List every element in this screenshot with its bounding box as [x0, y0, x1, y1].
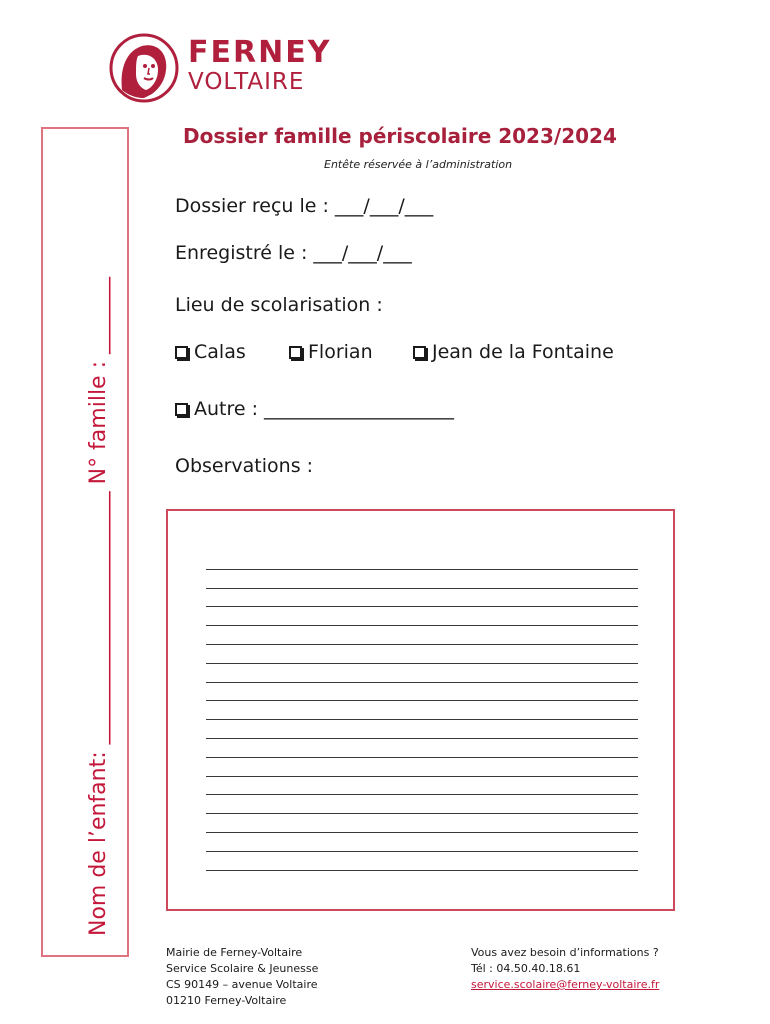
observations-label: Observations :: [175, 455, 314, 477]
footer-address-line: 01210 Ferney-Voltaire: [166, 994, 287, 1007]
child-name-family-number-field[interactable]: Nom de l’enfant: _______________________ N° famille : _______: [86, 277, 111, 936]
footer-phone: Tél : 04.50.40.18.61: [471, 962, 581, 975]
observation-line[interactable]: [206, 570, 638, 589]
registered-date-field[interactable]: Enregistré le : ___/___/___: [175, 242, 412, 264]
checkbox-icon[interactable]: [175, 346, 188, 359]
footer-question: Vous avez besoin d’informations ?: [471, 946, 659, 959]
checkbox-icon[interactable]: [289, 346, 302, 359]
checkbox-icon[interactable]: [413, 346, 426, 359]
observation-line[interactable]: [206, 758, 638, 777]
observation-line[interactable]: [206, 833, 638, 852]
received-date-field[interactable]: Dossier reçu le : ___/___/___: [175, 195, 434, 217]
observations-box[interactable]: [166, 509, 675, 911]
footer-address-line: Mairie de Ferney-Voltaire: [166, 946, 303, 959]
option-label: Jean de la Fontaine: [432, 341, 614, 363]
ferney-voltaire-logo: [108, 32, 348, 104]
observation-line[interactable]: [206, 551, 638, 570]
observation-lines[interactable]: [206, 551, 638, 871]
observation-line[interactable]: [206, 795, 638, 814]
observation-line[interactable]: [206, 664, 638, 683]
footer-address-line: CS 90149 – avenue Voltaire: [166, 978, 318, 991]
other-field[interactable]: Autre : ____________________: [194, 398, 455, 420]
option-label: Florian: [308, 341, 373, 363]
page-title: Dossier famille périscolaire 2023/2024: [183, 124, 617, 148]
observation-line[interactable]: [206, 683, 638, 702]
observation-line[interactable]: [206, 852, 638, 871]
observation-line[interactable]: [206, 739, 638, 758]
observation-line[interactable]: [206, 607, 638, 626]
option-other[interactable]: [175, 398, 454, 420]
footer-email-link[interactable]: service.scolaire@ferney-voltaire.fr: [471, 978, 660, 991]
child-info-side-box: [41, 127, 129, 957]
option-florian[interactable]: [289, 341, 373, 363]
checkbox-icon[interactable]: [175, 403, 188, 416]
option-jean-de-la-fontaine[interactable]: [413, 341, 614, 363]
observation-line[interactable]: [206, 589, 638, 608]
voltaire-portrait-icon: [108, 32, 180, 104]
observation-line[interactable]: [206, 645, 638, 664]
footer-address: [166, 945, 318, 1009]
logo-wordmark: [188, 35, 332, 96]
option-calas[interactable]: [175, 341, 246, 363]
option-label: Calas: [194, 341, 246, 363]
footer-contact: [471, 945, 659, 993]
observation-line[interactable]: [206, 701, 638, 720]
logo-line-ferney: FERNEY: [188, 35, 332, 70]
logo-line-voltaire: VOLTAIRE: [188, 69, 305, 95]
observation-line[interactable]: [206, 720, 638, 739]
footer-address-line: Service Scolaire & Jeunesse: [166, 962, 319, 975]
observation-line[interactable]: [206, 814, 638, 833]
observation-line[interactable]: [206, 777, 638, 796]
admin-header-note: Entête réservée à l’administration: [324, 158, 513, 171]
observation-line[interactable]: [206, 626, 638, 645]
school-location-label: Lieu de scolarisation :: [175, 294, 383, 316]
